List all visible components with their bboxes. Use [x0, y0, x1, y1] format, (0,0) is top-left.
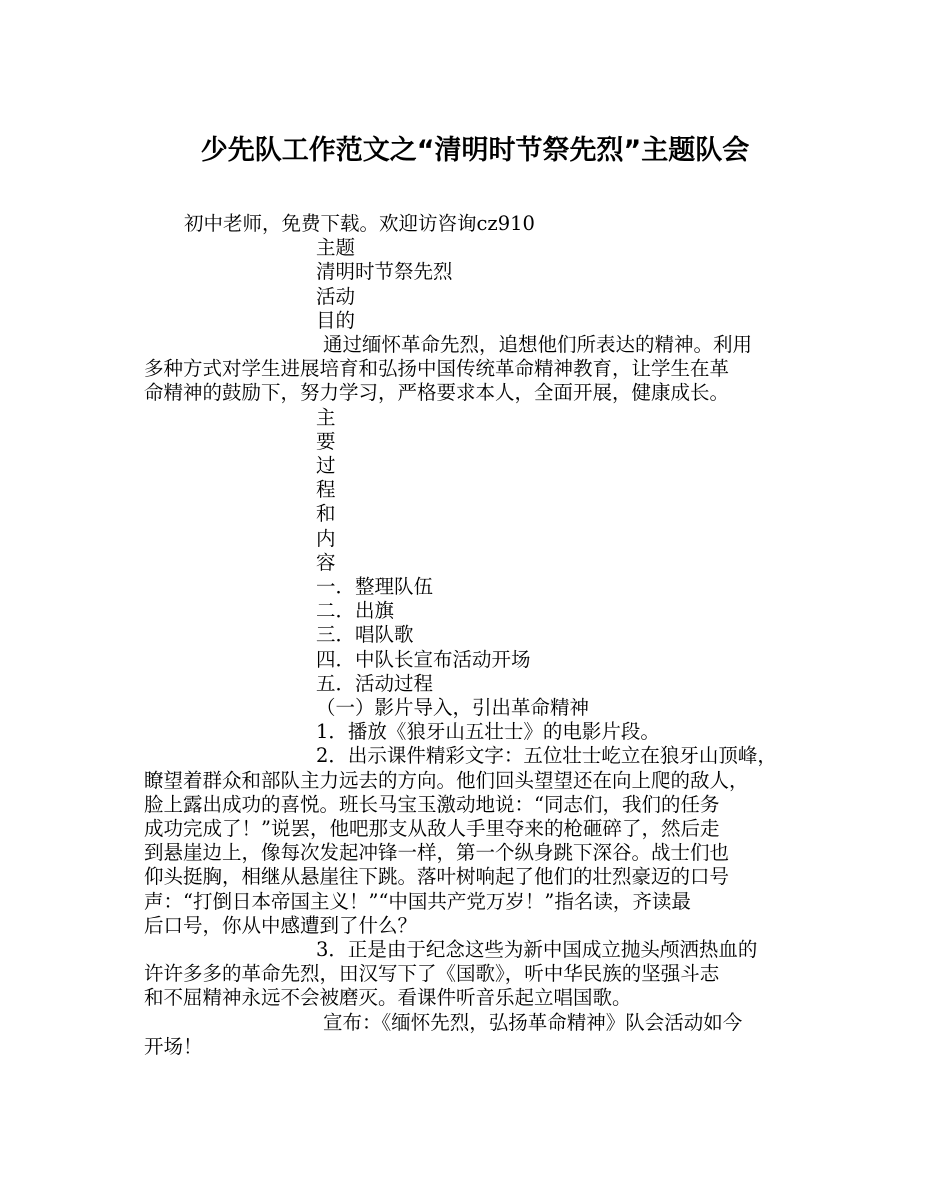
intro-line: 初中老师，免费下载。欢迎访咨询cz910	[184, 212, 535, 235]
process-step: 二．出旗	[316, 599, 395, 622]
process-step: 四．中队长宣布活动开场	[316, 648, 531, 671]
label-purpose: 目的	[316, 309, 356, 332]
process-step: 一．整理队伍	[316, 575, 434, 598]
process-step: 三．唱队歌	[316, 623, 414, 646]
purpose-line: 命精神的鼓励下，努力学习，严格要求本人，全面开展，健康成长。	[144, 381, 730, 404]
paragraph-line: 到悬崖边上，像每次发起冲锋一样，第一个纵身跳下深谷。战士们也	[144, 841, 730, 864]
paragraph-line: 1．播放《狼牙山五壮士》的电影片段。	[316, 720, 660, 743]
paragraph-line: 仰头挺胸，相继从悬崖往下跳。落叶树响起了他们的壮烈豪迈的口号	[144, 865, 730, 888]
vertical-label-char: 过	[316, 454, 336, 477]
label-activity: 活动	[316, 285, 356, 308]
vertical-label-char: 和	[316, 502, 336, 525]
vertical-label-char: 程	[316, 478, 336, 501]
subsection-heading: （一）影片导入，引出革命精神	[316, 696, 590, 719]
paragraph-line: 瞭望着群众和部队主力远去的方向。他们回头望望还在向上爬的敌人，	[144, 769, 749, 792]
paragraph-line: 成功完成了！”说罢，他吧那支从敌人手里夺来的枪砸碎了，然后走	[144, 817, 720, 840]
document-title: 少先队工作范文之“清明时节祭先烈”主题队会	[200, 135, 750, 166]
process-step: 五．活动过程	[316, 672, 434, 695]
paragraph-line: 声：“打倒日本帝国主义！”“中国共产党万岁！”指名读，齐读最	[144, 890, 691, 913]
paragraph-line: 2．出示课件精彩文字：五位壮士屹立在狼牙山顶峰，	[316, 744, 777, 767]
theme-value: 清明时节祭先烈	[316, 260, 453, 283]
vertical-label-char: 容	[316, 551, 336, 574]
paragraph-line: 许许多多的革命先烈，田汉写下了《国歌》，听中华民族的坚强斗志	[144, 962, 720, 985]
paragraph-line: 宣布：《缅怀先烈，弘扬革命精神》队会活动如今	[323, 1011, 743, 1034]
vertical-label-char: 内	[316, 527, 336, 550]
paragraph-line: 后口号，你从中感遭到了什么？	[144, 914, 418, 937]
purpose-line: 多种方式对学生进展培育和弘扬中国传统革命精神教育，让学生在革	[144, 357, 730, 380]
paragraph-line: 和不屈精神永远不会被磨灭。看课件听音乐起立唱国歌。	[144, 986, 632, 1009]
paragraph-line: 3．正是由于纪念这些为新中国成立抛头颅洒热血的	[316, 938, 758, 961]
purpose-line: 通过缅怀革命先烈，追想他们所表达的精神。利用	[323, 333, 753, 356]
label-theme: 主题	[316, 236, 356, 259]
vertical-label-char: 主	[316, 406, 336, 429]
vertical-label-char: 要	[316, 430, 336, 453]
paragraph-line: 脸上露出成功的喜悦。班长马宝玉激动地说：“同志们，我们的任务	[144, 793, 720, 816]
paragraph-line: 开场！	[144, 1035, 203, 1058]
